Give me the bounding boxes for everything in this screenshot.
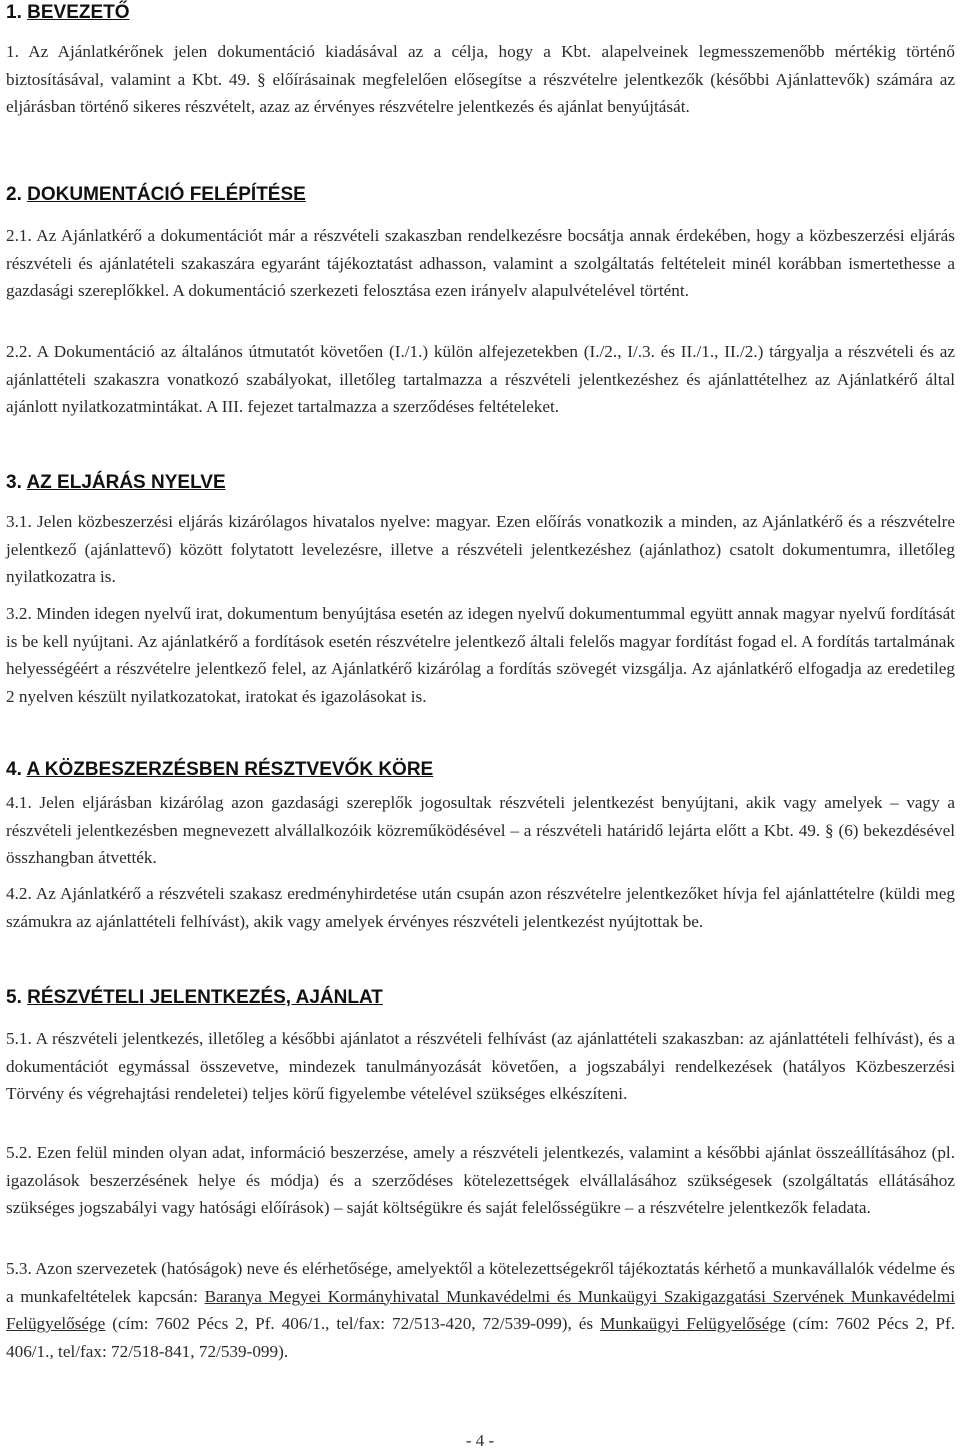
link-baranya-munkavedelmi-felugyeloseg[interactable]: Baranya Megyei Kormányhivatal Munkavédelmi és Munkaügyi Szakigazgatási Szervének Munkavédelmi Felügyelősége: [6, 1286, 955, 1333]
heading-title: A KÖZBESZERZÉSBEN RÉSZTVEVŐK KÖRE: [26, 759, 434, 780]
heading-az-eljaras-nyelve: [6, 470, 226, 496]
heading-number: 3.: [6, 472, 22, 493]
paragraph-3-2: 3.2. Minden idegen nyelvű irat, dokumentum benyújtása esetén az idegen nyelvű dokumentummal együtt annak magyar nyelvű fordítását is be kell nyújtani. Az ajánlatkérő a fordítások esetén részvételre jelentkező általi felelős magyar fordítást fogad el. A fordítás tartalmának helyességéért a részvételre jelentkező felel, az Ajánlatkérő kizárólag a fordítás szövegét vizsgálja. Az ajánlatkérő elfogadja az eredetileg 2 nyelven készült nyilatkozatokat, iratokat és igazolásokat is.: [6, 604, 955, 706]
link-munkaugyi-felugyeloseg[interactable]: Munkaügyi Felügyelősége: [600, 1314, 786, 1333]
paragraph-5-2: 5.2. Ezen felül minden olyan adat, információ beszerzése, amely a részvételi jelentkezés, valamint a későbbi ajánlat összeállításához (pl. igazolások beszerzésének helye és módja) és a szerződéses kötelezettségek elvállalásához szükségesek (szolgáltatás ellátásához szükséges jogszabályi vagy hatósági előírások) – saját költségükre és saját felelősségükre – a részvételre jelentkezők feladata.: [6, 1143, 955, 1217]
paragraph-5-3-text: 5.3. Azon szervezetek (hatóságok) neve és elérhetősége, amelyektől a kötelezettségekről tájékoztatás kérhető a munkavállalók védelme és a munkafeltételek kapcsán:: [6, 1259, 955, 1306]
heading-title: DOKUMENTÁCIÓ FELÉPÍTÉSE: [27, 184, 306, 205]
heading-dokumentacio-felepitese: [6, 182, 306, 208]
paragraph-4-1: 4.1. Jelen eljárásban kizárólag azon gazdasági szereplők jogosultak részvételi jelentkezést benyújtani, akik vagy amelyek – vagy a részvételi jelentkezésben megnevezett alvállalkozóik közreműködésével – a részvételi határidő lejárta előtt a Kbt. 49. § (6) bekezdésével összhangban átvették.: [6, 793, 955, 867]
paragraph-1: 1. Az Ajánlatkérőnek jelen dokumentáció kiadásával az a célja, hogy a Kbt. alapelveinek legmesszemenőbb mértékig történő biztosításával, valamint a Kbt. 49. § előírásainak megfelelően elősegítse a részvételre jelentkezők (későbbi Ajánlattevők) számára az eljárásban történő sikeres részvételt, azaz az érvényes részvételre jelentkezés és ajánlat benyújtását.: [6, 42, 955, 116]
paragraph-2-2: 2.2. A Dokumentáció az általános útmutatót követően (I./1.) külön alfejezetekben (I./2., I/.3. és II./1., II./2.) tárgyalja a részvételi és az ajánlattételi szakaszra vonatkozó szabályokat, illetőleg tartalmazza a részvételi jelentkezéshez és ajánlattételhez az Ajánlatkérő által ajánlott nyilatkozatmintákat. A III. fejezet tartalmazza a szerződéses feltételeket.: [6, 342, 955, 416]
paragraph-2-1: 2.1. Az Ajánlatkérő a dokumentációt már a részvételi szakaszban rendelkezésre bocsátja annak érdekében, hogy a közbeszerzési eljárás részvételi és ajánlatételi szakaszára egyaránt tájékoztatást adhasson, valamint a szolgáltatás feltételeit minél korábban ismertethesse a gazdasági szereplőkkel. A dokumentáció szerkezeti felosztása ezen irányelv alapulvételével történt.: [6, 226, 955, 300]
heading-number: 5.: [6, 987, 22, 1008]
page-number: - 4 -: [465, 1431, 495, 1450]
paragraph-5-3-text: (cím: 7602 Pécs 2, Pf. 406/1., tel/fax: 72/518-841, 72/539-099).: [6, 1314, 955, 1361]
heading-number: 4.: [6, 759, 22, 780]
paragraph-4-2: 4.2. Az Ajánlatkérő a részvételi szakasz eredményhirdetése után csupán azon részvételre jelentkezőket hívja fel ajánlattételre (küldi meg számukra az ajánlattételi felhívást), akik vagy amelyek érvényes részvételi jelentkezést nyújtottak be.: [6, 884, 955, 931]
paragraph-5-3: [6, 1255, 955, 1365]
heading-title: AZ ELJÁRÁS NYELVE: [26, 472, 226, 493]
paragraph-5-1: 5.1. A részvételi jelentkezés, illetőleg a későbbi ajánlatot a részvételi felhívást (az ajánlattételi szakaszban: az ajánlattételi felhívást), és a dokumentációt egymással összevetve, mindezek tanulmányozását követően, a jogszabályi rendelkezések (hatályos Közbeszerzési Törvény és végrehajtási rendeletei) teljes körű figyelembe vételével szükséges elkészíteni.: [6, 1029, 955, 1103]
heading-number: 1.: [6, 2, 22, 23]
heading-kozbeszerzesben-resztvevok-kore: [6, 757, 433, 783]
heading-title: RÉSZVÉTELI JELENTKEZÉS, AJÁNLAT: [27, 987, 383, 1008]
heading-number: 2.: [6, 184, 22, 205]
paragraph-3-1: 3.1. Jelen közbeszerzési eljárás kizárólagos hivatalos nyelve: magyar. Ezen előírás vonatkozik a minden, az Ajánlatkérő és a részvételre jelentkező (ajánlattevő) között folytatott levelezésre, illetve a részvételi jelentkezéshez (ajánlathoz) csatolt dokumentumra, illetőleg nyilatkozatra is.: [6, 512, 955, 586]
heading-reszveteli-jelentkezes-ajanlat: [6, 985, 383, 1011]
heading-bevezeto: [6, 0, 130, 26]
heading-title: BEVEZETŐ: [27, 2, 130, 23]
paragraph-5-3-text: (cím: 7602 Pécs 2, Pf. 406/1., tel/fax: 72/513-420, 72/539-099), és: [105, 1314, 601, 1333]
